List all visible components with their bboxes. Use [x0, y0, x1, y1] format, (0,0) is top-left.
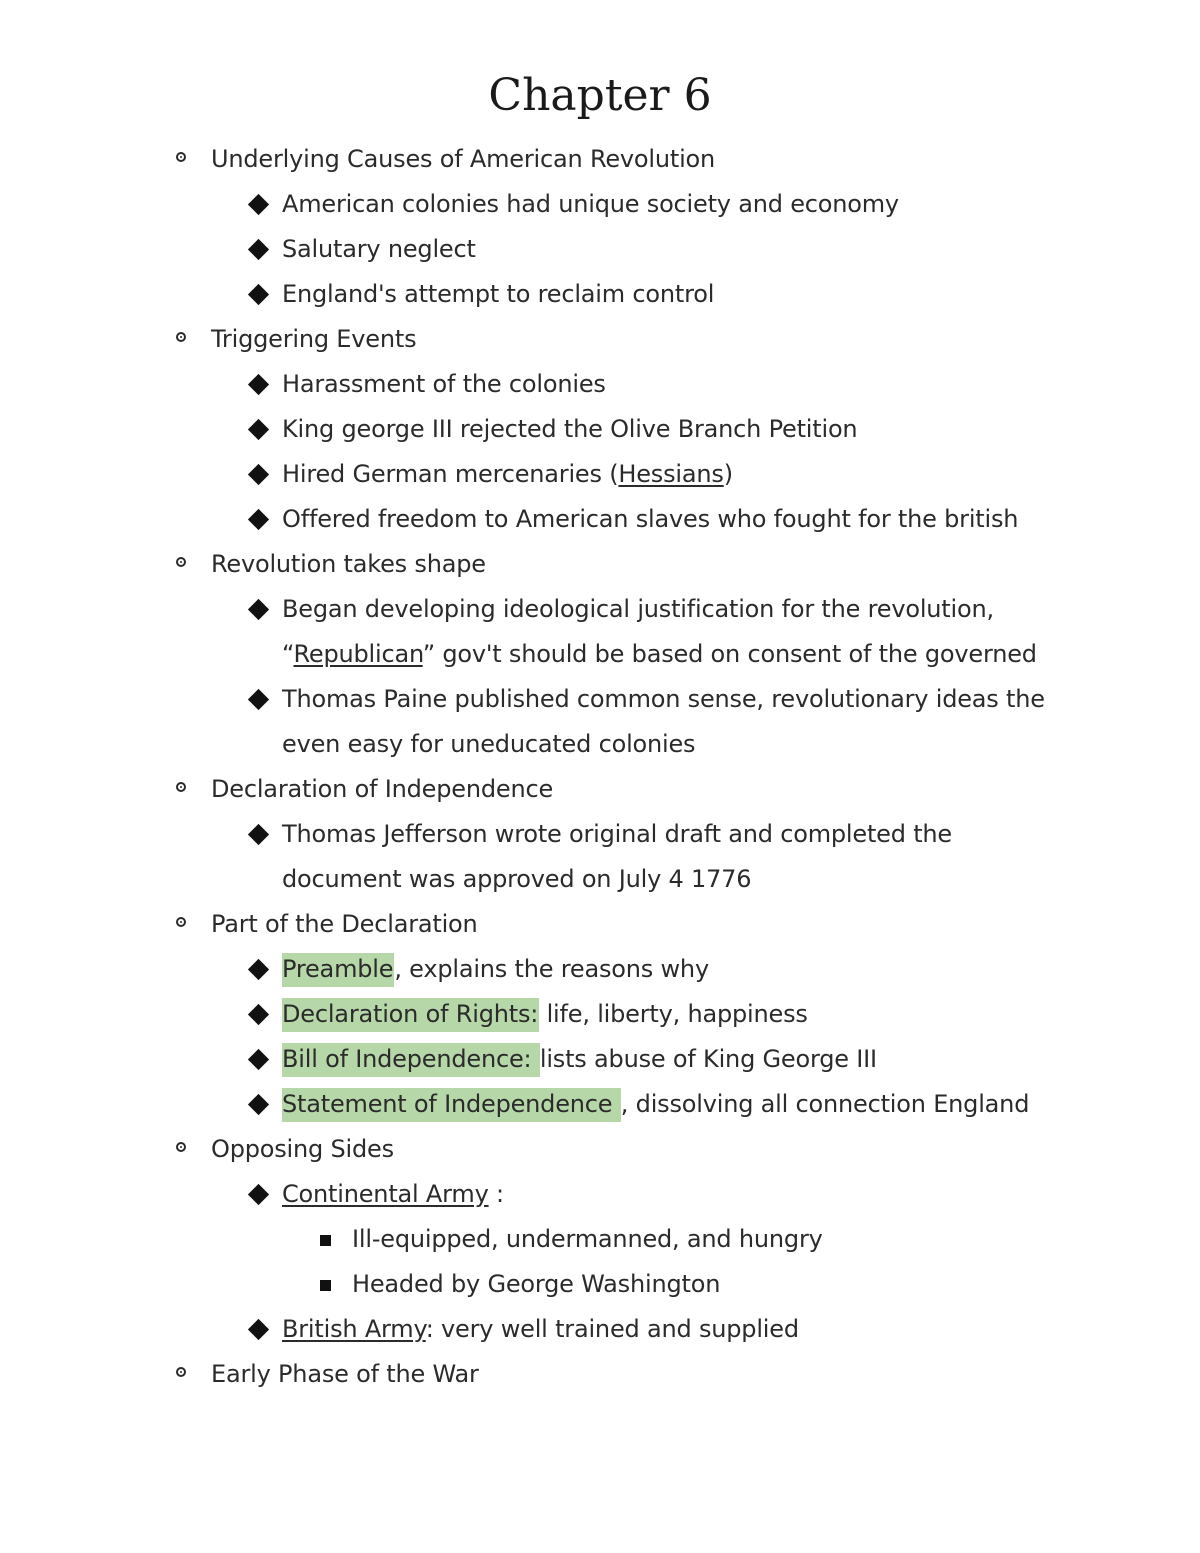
section-heading: Part of the Declaration	[0, 902, 1200, 947]
item-text: )	[723, 460, 733, 488]
section-heading: Revolution takes shape	[0, 542, 1200, 587]
square-bullet-icon	[320, 1235, 331, 1246]
list-item-continuation	[0, 632, 1200, 677]
section-heading: Triggering Events	[0, 317, 1200, 362]
list-item: Thomas Jefferson wrote original draft and completed the	[0, 812, 1200, 857]
item-text: :	[488, 1180, 504, 1208]
diamond-bullet-icon	[248, 194, 269, 215]
page-title: Chapter 6	[488, 70, 712, 121]
item-text: “	[282, 640, 294, 668]
highlighted-term: Bill of Independence:	[282, 1043, 540, 1077]
circle-bullet-icon	[176, 332, 186, 342]
diamond-bullet-icon	[248, 464, 269, 485]
item-text: ” gov't should be based on consent of the governed	[422, 640, 1037, 668]
diamond-bullet-icon	[248, 599, 269, 620]
list-item: Offered freedom to American slaves who fought for the british	[0, 497, 1200, 542]
diamond-bullet-icon	[248, 959, 269, 980]
square-bullet-icon	[320, 1280, 331, 1291]
underlined-term: British Army	[282, 1315, 426, 1343]
list-item: Thomas Paine published common sense, revolutionary ideas the	[0, 677, 1200, 722]
diamond-bullet-icon	[248, 689, 269, 710]
list-item-continuation: document was approved on July 4 1776	[282, 865, 752, 893]
highlighted-term: Declaration of Rights:	[282, 998, 539, 1032]
item-text: lists abuse of King George III	[539, 1045, 877, 1073]
underlined-term: Hessians	[618, 460, 724, 488]
list-item	[0, 452, 1200, 497]
item-text: : very well trained and supplied	[425, 1315, 799, 1343]
diamond-bullet-icon	[248, 1004, 269, 1025]
diamond-bullet-icon	[248, 284, 269, 305]
diamond-bullet-icon	[248, 239, 269, 260]
item-text: Hired German mercenaries (	[282, 460, 619, 488]
section-heading: Declaration of Independence	[0, 767, 1200, 812]
circle-bullet-icon	[176, 557, 186, 567]
diamond-bullet-icon	[248, 1319, 269, 1340]
circle-bullet-icon	[176, 1142, 186, 1152]
list-item: American colonies had unique society and economy	[0, 182, 1200, 227]
circle-bullet-icon	[176, 917, 186, 927]
notes-outline	[0, 137, 1200, 1397]
list-item	[0, 1037, 1200, 1082]
circle-bullet-icon	[176, 1367, 186, 1377]
highlighted-term: Preamble	[282, 953, 394, 987]
list-item	[0, 947, 1200, 992]
item-text: , dissolving all connection England	[620, 1090, 1030, 1118]
list-item	[0, 1082, 1200, 1127]
sub-list-item: Headed by George Washington	[0, 1262, 1200, 1307]
list-item-continuation: even easy for uneducated colonies	[282, 730, 696, 758]
list-item: England's attempt to reclaim control	[0, 272, 1200, 317]
list-item	[0, 992, 1200, 1037]
list-item: Salutary neglect	[0, 227, 1200, 272]
list-item: Began developing ideological justification for the revolution,	[0, 587, 1200, 632]
section-heading: Opposing Sides	[0, 1127, 1200, 1172]
list-item	[0, 1172, 1200, 1217]
item-text: life, liberty, happiness	[539, 1000, 808, 1028]
diamond-bullet-icon	[248, 1184, 269, 1205]
section-heading: Underlying Causes of American Revolution	[0, 137, 1200, 182]
list-item: King george III rejected the Olive Branch Petition	[0, 407, 1200, 452]
diamond-bullet-icon	[248, 1094, 269, 1115]
sub-list-item: Ill-equipped, undermanned, and hungry	[0, 1217, 1200, 1262]
underlined-term: Continental Army	[282, 1180, 489, 1208]
list-item	[0, 1307, 1200, 1352]
circle-bullet-icon	[176, 152, 186, 162]
underlined-term: Republican	[293, 640, 423, 668]
highlighted-term: Statement of Independence	[282, 1088, 621, 1122]
circle-bullet-icon	[176, 782, 186, 792]
diamond-bullet-icon	[248, 374, 269, 395]
diamond-bullet-icon	[248, 509, 269, 530]
section-heading: Early Phase of the War	[0, 1352, 1200, 1397]
diamond-bullet-icon	[248, 419, 269, 440]
diamond-bullet-icon	[248, 824, 269, 845]
list-item: Harassment of the colonies	[0, 362, 1200, 407]
item-text: , explains the reasons why	[394, 955, 709, 983]
diamond-bullet-icon	[248, 1049, 269, 1070]
